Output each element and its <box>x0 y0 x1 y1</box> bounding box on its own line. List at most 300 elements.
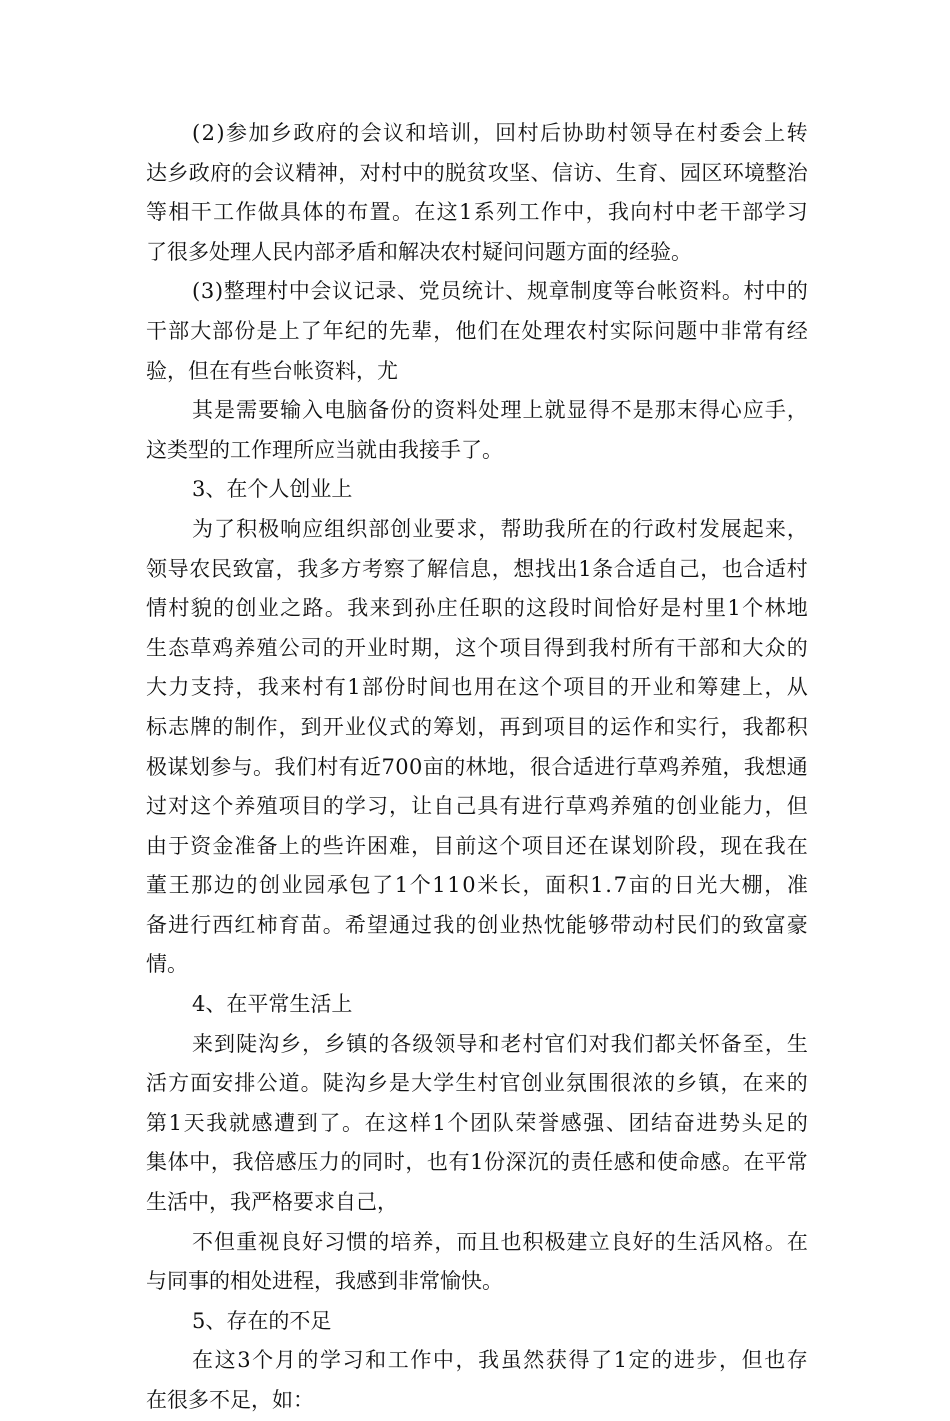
glyph: 但 <box>214 1229 236 1254</box>
glyph: 到 <box>214 1031 236 1056</box>
glyph: 也 <box>451 675 473 700</box>
glyph: 积 <box>786 714 808 739</box>
glyph: 牌 <box>190 714 212 739</box>
glyph: 陡 <box>322 1071 344 1096</box>
glyph: 在 <box>742 833 764 858</box>
glyph: 村 <box>517 121 539 145</box>
glyph: 了 <box>319 1110 341 1135</box>
glyph: 组 <box>324 516 346 541</box>
glyph: 式 <box>389 714 411 739</box>
glyph: ， <box>433 318 455 343</box>
glyph: 创 <box>477 912 499 937</box>
glyph: 我 <box>297 556 319 581</box>
glyph: 的 <box>548 1150 570 1175</box>
glyph: 的 <box>412 398 434 423</box>
glyph: 村 <box>696 121 718 145</box>
glyph: 训 <box>450 121 472 145</box>
glyph: 划 <box>455 714 477 739</box>
glyph: 攻 <box>487 160 509 185</box>
glyph: 等 <box>146 200 167 225</box>
glyph: 承 <box>326 873 348 898</box>
glyph: 路 <box>302 596 324 621</box>
glyph: 辈 <box>411 318 433 343</box>
glyph: 会 <box>310 279 332 304</box>
glyph: 0 <box>395 754 409 779</box>
glyph: 在 <box>588 516 610 541</box>
glyph: 村 <box>380 160 402 185</box>
glyph: 回 <box>495 121 517 145</box>
glyph: 学 <box>344 794 366 819</box>
glyph: 我 <box>610 1031 632 1056</box>
glyph: 我 <box>544 516 566 541</box>
glyph: 问 <box>654 318 676 343</box>
glyph: 察 <box>383 556 405 581</box>
glyph: ) <box>214 279 224 304</box>
glyph: 样 <box>409 1110 431 1135</box>
glyph: 情 <box>146 596 167 621</box>
glyph: 要 <box>258 398 280 423</box>
glyph: 的 <box>324 200 346 225</box>
glyph: 应 <box>742 398 764 423</box>
glyph: 村 <box>743 279 765 304</box>
glyph: 生 <box>455 1071 477 1096</box>
glyph: 的 <box>786 1110 808 1135</box>
glyph: 我 <box>206 1110 228 1135</box>
glyph: 殖 <box>256 635 278 660</box>
glyph: 仪 <box>366 714 388 739</box>
glyph: 参 <box>210 754 232 779</box>
glyph: 进 <box>521 794 543 819</box>
glyph: 司 <box>300 635 322 660</box>
text-line: 在很多不足，如： <box>146 1388 314 1412</box>
glyph: 织 <box>346 516 368 541</box>
glyph: 虽 <box>500 1348 522 1373</box>
glyph: 干 <box>676 635 698 660</box>
glyph: 是 <box>660 596 682 621</box>
glyph: 乡 <box>270 121 292 145</box>
glyph: 态 <box>168 635 190 660</box>
glyph: 个 <box>742 596 764 621</box>
glyph: 这 <box>436 200 458 225</box>
glyph: 多 <box>318 556 340 581</box>
glyph: 置 <box>369 200 391 225</box>
glyph: 支 <box>190 675 212 700</box>
glyph: 好 <box>637 596 659 621</box>
glyph: 工 <box>387 1348 409 1373</box>
glyph: 作 <box>540 200 562 225</box>
text-line <box>146 391 808 431</box>
glyph: 习 <box>342 1348 364 1373</box>
glyph: 个 <box>447 1110 469 1135</box>
glyph: 境 <box>744 160 766 185</box>
glyph: 有 <box>764 318 786 343</box>
glyph: 中 <box>698 318 720 343</box>
glyph: 感 <box>613 1150 635 1175</box>
glyph: 中 <box>432 1348 454 1373</box>
glyph: 。 <box>721 279 743 304</box>
glyph: 王 <box>168 873 190 898</box>
glyph: 集 <box>146 1150 167 1175</box>
glyph: 想 <box>765 754 787 779</box>
glyph: 2 <box>201 121 215 145</box>
text-line <box>146 272 808 312</box>
glyph: 我 <box>347 596 369 621</box>
glyph: 富 <box>764 912 786 937</box>
glyph: 心 <box>720 398 742 423</box>
glyph: 沟 <box>258 1031 280 1056</box>
glyph: 达 <box>146 160 167 185</box>
glyph: 向 <box>630 200 652 225</box>
glyph: 业 <box>281 873 303 898</box>
glyph: 整 <box>765 160 787 185</box>
glyph: 资 <box>434 398 456 423</box>
glyph: 台 <box>635 279 657 304</box>
glyph: 势 <box>719 1110 740 1135</box>
glyph: 开 <box>630 675 652 700</box>
glyph: 这 <box>214 1348 236 1373</box>
glyph: ( <box>192 279 201 304</box>
glyph: 干 <box>190 200 212 225</box>
glyph: 对 <box>359 160 381 185</box>
glyph: 导 <box>652 121 674 145</box>
glyph: 他 <box>455 318 477 343</box>
glyph: 草 <box>190 635 212 660</box>
glyph: 习 <box>366 794 388 819</box>
glyph: 理 <box>500 398 522 423</box>
glyph: 通 <box>786 754 808 779</box>
glyph: 这 <box>477 833 499 858</box>
glyph: 7 <box>613 873 627 898</box>
glyph: 命 <box>678 1150 700 1175</box>
glyph: 题 <box>676 318 698 343</box>
glyph: 贫 <box>466 160 488 185</box>
glyph: ， <box>764 873 786 898</box>
glyph: 理 <box>245 279 267 304</box>
glyph: 上 <box>278 833 300 858</box>
glyph: 、 <box>605 1110 627 1135</box>
glyph: 这 <box>518 675 540 700</box>
glyph: 的 <box>444 754 466 779</box>
glyph: ， <box>508 754 530 779</box>
glyph: 重 <box>236 1229 258 1254</box>
glyph: 压 <box>297 1150 319 1175</box>
glyph: 的 <box>213 596 235 621</box>
glyph: 这 <box>526 596 548 621</box>
glyph: 目 <box>585 675 607 700</box>
glyph: ， <box>720 714 742 739</box>
glyph: 在 <box>786 1229 808 1254</box>
text-line <box>146 708 808 748</box>
glyph: 显 <box>566 398 588 423</box>
text-line: 情。 <box>146 952 188 977</box>
glyph: 1 <box>590 873 604 898</box>
glyph: 任 <box>592 1150 614 1175</box>
glyph: 倍 <box>254 1150 276 1175</box>
glyph: ， <box>411 833 433 858</box>
glyph: 创 <box>259 873 281 898</box>
glyph: 到 <box>296 1110 318 1135</box>
glyph: 很 <box>529 754 551 779</box>
glyph: ， <box>478 516 500 541</box>
glyph: 林 <box>764 596 786 621</box>
glyph: 了 <box>591 1348 613 1373</box>
glyph: ， <box>700 556 722 581</box>
glyph: 陡 <box>236 1031 258 1056</box>
glyph: 村 <box>267 279 289 304</box>
glyph: 难 <box>389 833 411 858</box>
glyph: 个 <box>540 675 562 700</box>
glyph: 1 <box>347 675 361 700</box>
glyph: 良 <box>280 1229 302 1254</box>
glyph: 部 <box>212 318 234 343</box>
glyph: 处 <box>478 398 500 423</box>
glyph: 得 <box>698 398 720 423</box>
glyph: 的 <box>368 1031 390 1056</box>
glyph: 学 <box>433 1071 455 1096</box>
glyph: 个 <box>212 794 234 819</box>
glyph: 工 <box>213 200 235 225</box>
glyph: 农 <box>565 318 587 343</box>
glyph: 制 <box>570 279 592 304</box>
glyph: 好 <box>302 1229 324 1254</box>
glyph: 了 <box>214 516 236 541</box>
glyph: 建 <box>719 675 741 700</box>
glyph: 计 <box>483 279 505 304</box>
glyph: 忱 <box>543 912 565 937</box>
glyph: 镇 <box>346 1031 368 1056</box>
glyph: 强 <box>583 1110 605 1135</box>
glyph: 所 <box>632 635 654 660</box>
glyph: 我 <box>478 1348 500 1373</box>
glyph: 阶 <box>654 833 676 858</box>
glyph: 导 <box>167 556 189 581</box>
glyph: 行 <box>543 794 565 819</box>
glyph: 、 <box>658 160 680 185</box>
glyph: 助 <box>522 516 544 541</box>
text-line <box>146 1143 808 1183</box>
glyph: 记 <box>353 279 375 304</box>
glyph: 1 <box>613 1348 628 1373</box>
glyph: 进 <box>594 754 616 779</box>
glyph: ， <box>786 398 808 423</box>
glyph: 金 <box>212 833 234 858</box>
glyph: 们 <box>477 318 499 343</box>
glyph: 政 <box>188 160 210 185</box>
text-line <box>146 629 808 669</box>
glyph: 际 <box>632 318 654 343</box>
glyph: 为 <box>192 516 213 541</box>
glyph: 员 <box>440 279 462 304</box>
glyph: 方 <box>340 556 362 581</box>
glyph: 精 <box>295 160 317 185</box>
glyph: 等 <box>613 279 635 304</box>
glyph: 光 <box>696 873 718 898</box>
glyph: ， <box>522 873 544 898</box>
glyph: 力 <box>742 794 764 819</box>
glyph: 息 <box>470 556 492 581</box>
glyph: 、 <box>397 279 418 304</box>
glyph: 用 <box>473 675 495 700</box>
glyph: 们 <box>698 912 720 937</box>
glyph: 部 <box>742 200 764 225</box>
glyph: 合 <box>613 556 635 581</box>
text-line <box>146 1025 808 1065</box>
glyph: 3 <box>237 1348 251 1373</box>
glyph: 沉 <box>527 1150 549 1175</box>
glyph: 。 <box>764 1229 786 1254</box>
glyph: 目 <box>521 635 543 660</box>
glyph: 的 <box>654 794 676 819</box>
glyph: 但 <box>741 1348 763 1373</box>
glyph: 排 <box>234 1071 256 1096</box>
glyph: 创 <box>521 1071 543 1096</box>
text-line: 5、存在的不足 <box>192 1308 332 1333</box>
glyph: 围 <box>587 1071 609 1096</box>
glyph: 、 <box>530 160 552 185</box>
glyph: 极 <box>258 516 280 541</box>
glyph: 动 <box>632 912 654 937</box>
glyph: 对 <box>168 794 190 819</box>
glyph: 了 <box>372 873 394 898</box>
glyph: 电 <box>324 398 346 423</box>
glyph: 的 <box>212 714 234 739</box>
glyph: 业 <box>257 596 279 621</box>
glyph: 豪 <box>786 912 808 937</box>
text-line: 验，但在有些台帐资料，尤 <box>146 358 398 383</box>
glyph: . <box>605 873 612 898</box>
glyph: 草 <box>565 794 587 819</box>
glyph: 西 <box>212 912 234 937</box>
glyph: 这 <box>455 635 477 660</box>
glyph: 就 <box>228 1110 250 1135</box>
glyph: 备 <box>256 833 278 858</box>
glyph: 致 <box>742 912 764 937</box>
glyph: 份 <box>390 398 412 423</box>
glyph: 行 <box>698 714 720 739</box>
glyph: 过 <box>411 912 433 937</box>
glyph: 养 <box>609 794 631 819</box>
glyph: 进 <box>696 1110 718 1135</box>
glyph: 议 <box>274 160 296 185</box>
glyph: 不 <box>610 398 632 423</box>
glyph: 但 <box>786 794 808 819</box>
glyph: 领 <box>434 1031 456 1056</box>
glyph: 对 <box>588 1031 610 1056</box>
glyph: 常 <box>742 318 764 343</box>
glyph: 殖 <box>256 794 278 819</box>
glyph: 地 <box>786 596 808 621</box>
glyph: 在 <box>786 833 808 858</box>
glyph: 会 <box>741 121 763 145</box>
glyph: 责 <box>570 1150 592 1175</box>
glyph: 公 <box>256 1071 278 1096</box>
glyph: 具 <box>280 200 302 225</box>
glyph: 段 <box>548 596 570 621</box>
glyph: 生 <box>786 1031 808 1056</box>
glyph: 时 <box>570 596 592 621</box>
glyph: 进 <box>168 912 190 937</box>
glyph: ， <box>433 635 455 660</box>
glyph: 获 <box>545 1348 567 1373</box>
glyph: 过 <box>146 794 167 819</box>
text-line <box>146 906 808 946</box>
glyph: 所 <box>566 516 588 541</box>
glyph: 作 <box>410 1348 432 1373</box>
glyph: 的 <box>297 1348 319 1373</box>
glyph: 的 <box>654 1229 676 1254</box>
glyph: 农 <box>189 556 211 581</box>
glyph: 的 <box>786 279 808 304</box>
glyph: 任 <box>459 596 481 621</box>
glyph: 环 <box>722 160 744 185</box>
glyph: 镇 <box>698 1071 720 1096</box>
glyph: 开 <box>322 714 344 739</box>
glyph: 到 <box>565 635 587 660</box>
glyph: 孙 <box>414 596 436 621</box>
glyph: 资 <box>190 833 212 858</box>
glyph: 那 <box>654 398 676 423</box>
glyph: 与 <box>231 754 253 779</box>
glyph: 谋 <box>167 754 189 779</box>
glyph: 的 <box>587 714 609 739</box>
glyph: 生 <box>615 160 637 185</box>
glyph: 的 <box>368 1229 390 1254</box>
text-line: 与同事的相处进程，我感到非常愉快。 <box>146 1269 503 1294</box>
text-line <box>146 550 808 590</box>
glyph: 村 <box>317 754 339 779</box>
glyph: 项 <box>521 833 543 858</box>
glyph: 时 <box>389 635 411 660</box>
glyph: 带 <box>609 912 631 937</box>
glyph: 团 <box>470 1110 492 1135</box>
glyph: 园 <box>679 160 701 185</box>
glyph: ， <box>764 675 786 700</box>
glyph: 是 <box>214 398 236 423</box>
glyph: 整 <box>223 279 245 304</box>
glyph: 合 <box>743 556 765 581</box>
glyph: 具 <box>477 794 499 819</box>
glyph: 来 <box>764 516 786 541</box>
glyph: 的 <box>423 160 445 185</box>
glyph: ， <box>477 714 499 739</box>
glyph: 脑 <box>346 398 368 423</box>
glyph: 大 <box>190 318 212 343</box>
glyph: 的 <box>322 635 344 660</box>
glyph: 来 <box>764 1071 786 1096</box>
text-line <box>146 114 808 154</box>
glyph: 活 <box>146 1071 167 1096</box>
glyph: 大 <box>146 675 167 700</box>
glyph: 殖 <box>701 754 723 779</box>
glyph: 作 <box>632 714 654 739</box>
glyph: 考 <box>362 556 384 581</box>
glyph: 能 <box>720 794 742 819</box>
glyph: ， <box>302 1031 324 1056</box>
glyph: 想 <box>513 556 535 581</box>
glyph: 村 <box>302 675 324 700</box>
glyph: 。 <box>253 754 275 779</box>
glyph: 结 <box>651 1110 673 1135</box>
glyph: 米 <box>477 873 499 898</box>
glyph: 近 <box>360 754 382 779</box>
text-line <box>146 1341 808 1381</box>
glyph: 是 <box>632 398 654 423</box>
glyph: 导 <box>456 1031 478 1056</box>
glyph: 适 <box>635 556 657 581</box>
glyph: 我 <box>764 833 786 858</box>
glyph: 适 <box>765 556 787 581</box>
glyph: 坚 <box>509 160 531 185</box>
